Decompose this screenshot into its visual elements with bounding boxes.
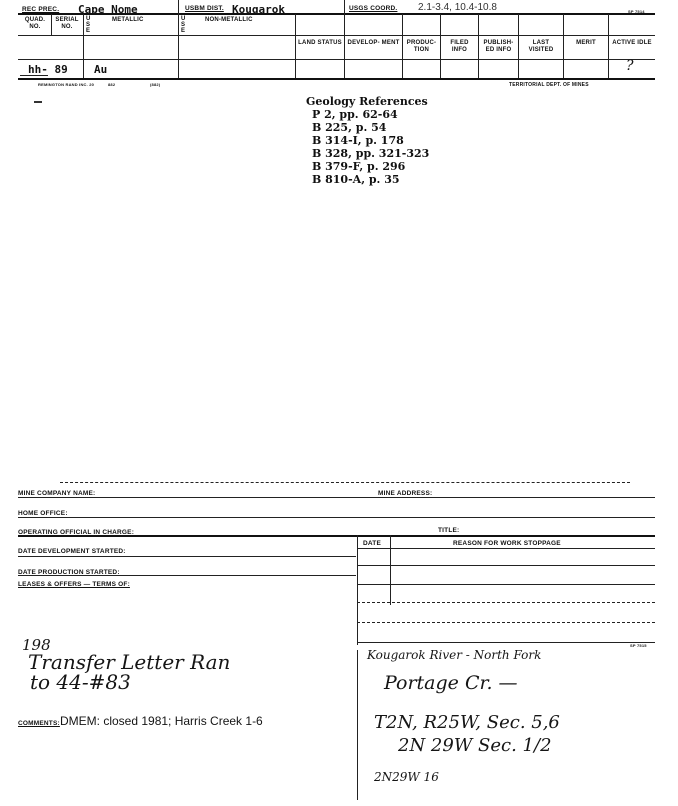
reference-list [306,108,429,186]
rec-prec-label: REC PREC. [22,6,60,13]
date-column-label: DATE [363,540,382,547]
col-last-visited: LAST VISITED [528,40,554,53]
col-serial-no: SERIAL NO. [55,17,79,30]
col-metallic: METALLIC [112,17,144,23]
metallic-value: Au [94,63,108,76]
col-land-status: LAND STATUS [298,40,342,46]
form-number-top: SP 7514 [628,9,645,14]
col-quad-no: QUAD. NO. [24,17,46,30]
handwritten-creek: Portage Cr. — [384,672,518,694]
usgs-coord-label: USGS COORD. [349,5,398,12]
handwritten-transfer-note: Transfer Letter Ran [28,650,231,674]
quad-value: hh- 89 [28,63,68,76]
mine-company-name-label: MINE COMPANY NAME: [18,490,96,497]
territorial-dept: TERRITORIAL DEPT. OF MINES [509,82,589,88]
home-office-label: HOME OFFICE: [18,510,68,517]
reference-item: B 225, p. 54 [312,121,387,134]
handwritten-township-3: 2N29W 16 [374,770,439,784]
col-non-metallic: NON-METALLIC [205,17,253,23]
usbm-dist-value: Kougarok [232,3,285,16]
printer-credit: REMINGTON RAND INC. 20 [38,82,95,87]
scan-mark [34,101,42,103]
reference-item: B 314-I, p. 178 [312,134,404,147]
col-production: PRODUC- TION [406,40,437,53]
usbm-dist-label: USBM DIST. [185,5,224,12]
reference-item: P 2, pp. 62-64 [312,108,398,121]
mine-address-label: MINE ADDRESS: [378,490,433,497]
leases-label: LEASES & OFFERS — TERMS OF: [18,581,130,588]
handwritten-township-2: 2N 29W Sec. 1/2 [398,735,552,756]
col-published-info: PUBLISH- ED INFO [483,40,514,53]
handwritten-township-1: T2N, R25W, Sec. 5,6 [374,712,560,733]
reference-item: B 379-F, p. 296 [312,160,406,173]
printer-code-2: (882) [150,82,161,87]
form-number-bottom: SP 7515 [630,643,647,648]
active-mark: ? [626,58,634,74]
usgs-coord-value: 2.1-3.4, 10.4-10.8 [418,2,497,13]
operating-official-label: OPERATING OFFICIAL IN CHARGE: [18,529,135,536]
col-merit: MERIT [576,40,596,46]
printer-code-1: 882 [108,82,116,87]
handwritten-location: Kougarok River - North Fork [367,648,542,662]
col-use-metallic-marker: U S E [86,16,91,34]
comments-label: COMMENTS: [18,720,60,727]
col-active-idle: ACTIVE IDLE [612,40,652,46]
date-development-label: DATE DEVELOPMENT STARTED: [18,548,126,555]
handwritten-transfer-target: to 44-#83 [30,670,131,694]
col-filed-info: FILED INFO [450,40,469,53]
col-use-nonmetallic-marker: U S E [181,16,186,34]
handwritten-number: 198 [22,636,51,654]
geology-references [306,95,429,186]
reason-column-label: REASON FOR WORK STOPPAGE [453,540,561,547]
reference-item: B 810-A, p. 35 [312,173,400,186]
reference-item: B 328, pp. 321-323 [312,147,430,160]
handwritten-comment: DMEM: closed 1981; Harris Creek 1-6 [60,714,263,728]
rec-prec-value: Cape Nome [78,3,138,16]
geology-title: Geology References [306,95,428,108]
title-label: TITLE: [438,527,460,534]
col-development: DEVELOP- MENT [347,40,400,46]
date-production-label: DATE PRODUCTION STARTED: [18,569,120,576]
